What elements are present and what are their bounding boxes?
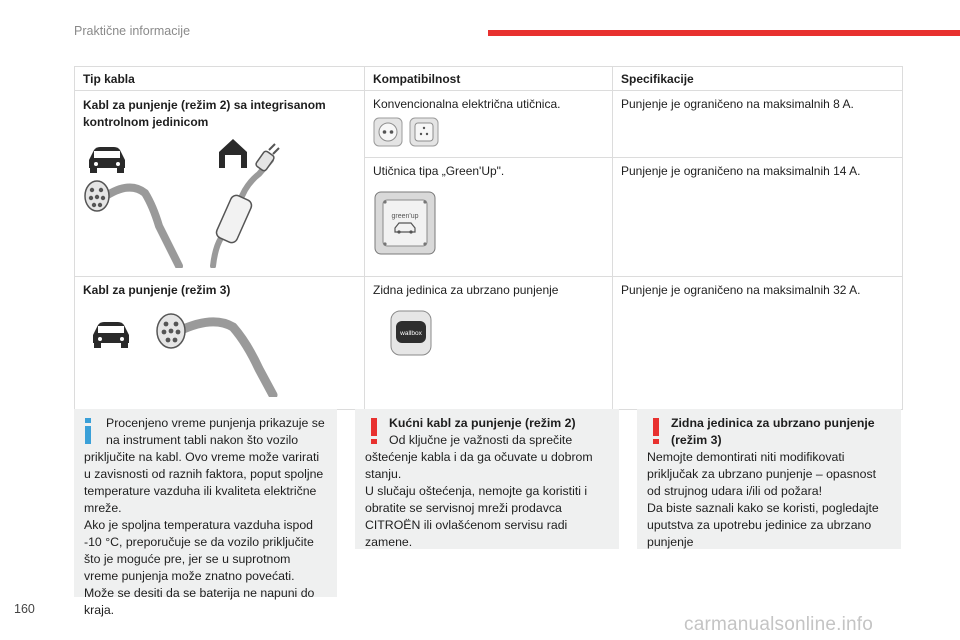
household-socket-icon: [373, 117, 443, 147]
wallbox-icon: [387, 309, 437, 359]
greenup-socket-icon: [373, 190, 437, 260]
warning-icon: [652, 418, 660, 444]
page-number: 160: [14, 602, 35, 616]
wallbox-label: wallbox: [400, 330, 422, 337]
info-paragraph: priključite na kabl. Ovo vreme može varirati u zavisnosti od raznih faktora, poput spoljne temperature vazduha ili kvaliteta električne mreže.: [84, 450, 324, 515]
column-header-spec: Specifikacije: [613, 67, 903, 91]
header-accent-bar: [488, 30, 960, 36]
table-row: [75, 277, 903, 410]
compat-cell-household: [365, 91, 613, 158]
spec-cell-32a: Punjenje je ograničeno na maksimalnih 32 A.: [613, 277, 903, 410]
column-header-cable: Tip kabla: [75, 67, 365, 91]
spec-cell-14a: Punjenje je ograničeno na maksimalnih 14 A.: [613, 158, 903, 277]
compat-wallbox-text: Zidna jedinica za ubrzano punjenje: [373, 283, 559, 297]
warning-line: Od ključne je važnosti da sprečite: [389, 433, 573, 447]
charging-plug-icon: [157, 314, 273, 395]
warning-paragraph: oštećenje kabla i da ga očuvate u dobrom stanju.: [365, 450, 593, 481]
compat-cell-greenup: [365, 158, 613, 277]
car-icon: [89, 147, 125, 173]
table-row: [75, 91, 903, 158]
info-note: [74, 409, 337, 617]
warning-note-mode3: [637, 409, 901, 549]
warning-paragraph-2: U slučaju oštećenja, nemojte ga koristiti i obratite se servisnoj mreži prodavca CITROËN ili ovlašćenom servisu radi zamene.: [365, 484, 588, 549]
warning-note-mode2: [355, 409, 619, 549]
info-icon: [84, 418, 92, 444]
compat-household-text: Konvencionalna električna utičnica.: [373, 97, 561, 111]
mode3-cable-illustration: [83, 303, 283, 397]
house-icon: [219, 139, 247, 168]
watermark: carmanualsonline.info: [684, 614, 874, 635]
cable-name: Kabl za punjenje (režim 3): [83, 283, 231, 297]
cable-name: Kabl za punjenje (režim 2) sa integrisanom kontrolnom jedinicom: [83, 98, 326, 130]
warning-icon: [370, 418, 378, 444]
mode2-cable-illustration: [83, 138, 283, 268]
cable-cell-mode2: [75, 91, 365, 277]
warning-paragraph-2: Da biste saznali kako se koristi, pogledajte uputstva za upotrebu jedinice za ubrzano punjenje: [647, 501, 879, 549]
column-header-compat: Kompatibilnost: [365, 67, 613, 91]
warning-title: Zidna jedinica za ubrzano punjenje (režim 3): [671, 416, 875, 447]
table-header-row: [75, 67, 903, 91]
warning-title: Kućni kabl za punjenje (režim 2): [389, 416, 576, 430]
charging-plug-icon: [85, 181, 179, 266]
compat-greenup-text: Utičnica tipa „Green'Up".: [373, 164, 505, 179]
car-icon: [93, 322, 129, 348]
cable-cell-mode3: [75, 277, 365, 410]
info-first-line: Procenjeno vreme punjenja prikazuje se na instrument tabli nakon što vozilo: [106, 416, 325, 447]
spec-cell-8a: Punjenje je ograničeno na maksimalnih 8 A.: [613, 91, 903, 158]
info-paragraph-2: Ako je spoljna temperatura vazduha ispod -10 °C, preporučuje se da vozilo priključite što je moguće pre, jer se u suprotnom vreme punjenja može znatno povećati. Može se desiti da se baterija ne napuni do kraja.: [84, 518, 315, 617]
compat-cell-wallbox: [365, 277, 613, 410]
section-title: Praktične informacije: [74, 24, 191, 38]
greenup-label: green'up: [391, 213, 419, 221]
cable-spec-table: [74, 66, 903, 410]
warning-paragraph: Nemojte demontirati niti modifikovati priključak za ubrzano punjenje – opasnost od strujnog udara i/ili od požara!: [647, 450, 877, 498]
